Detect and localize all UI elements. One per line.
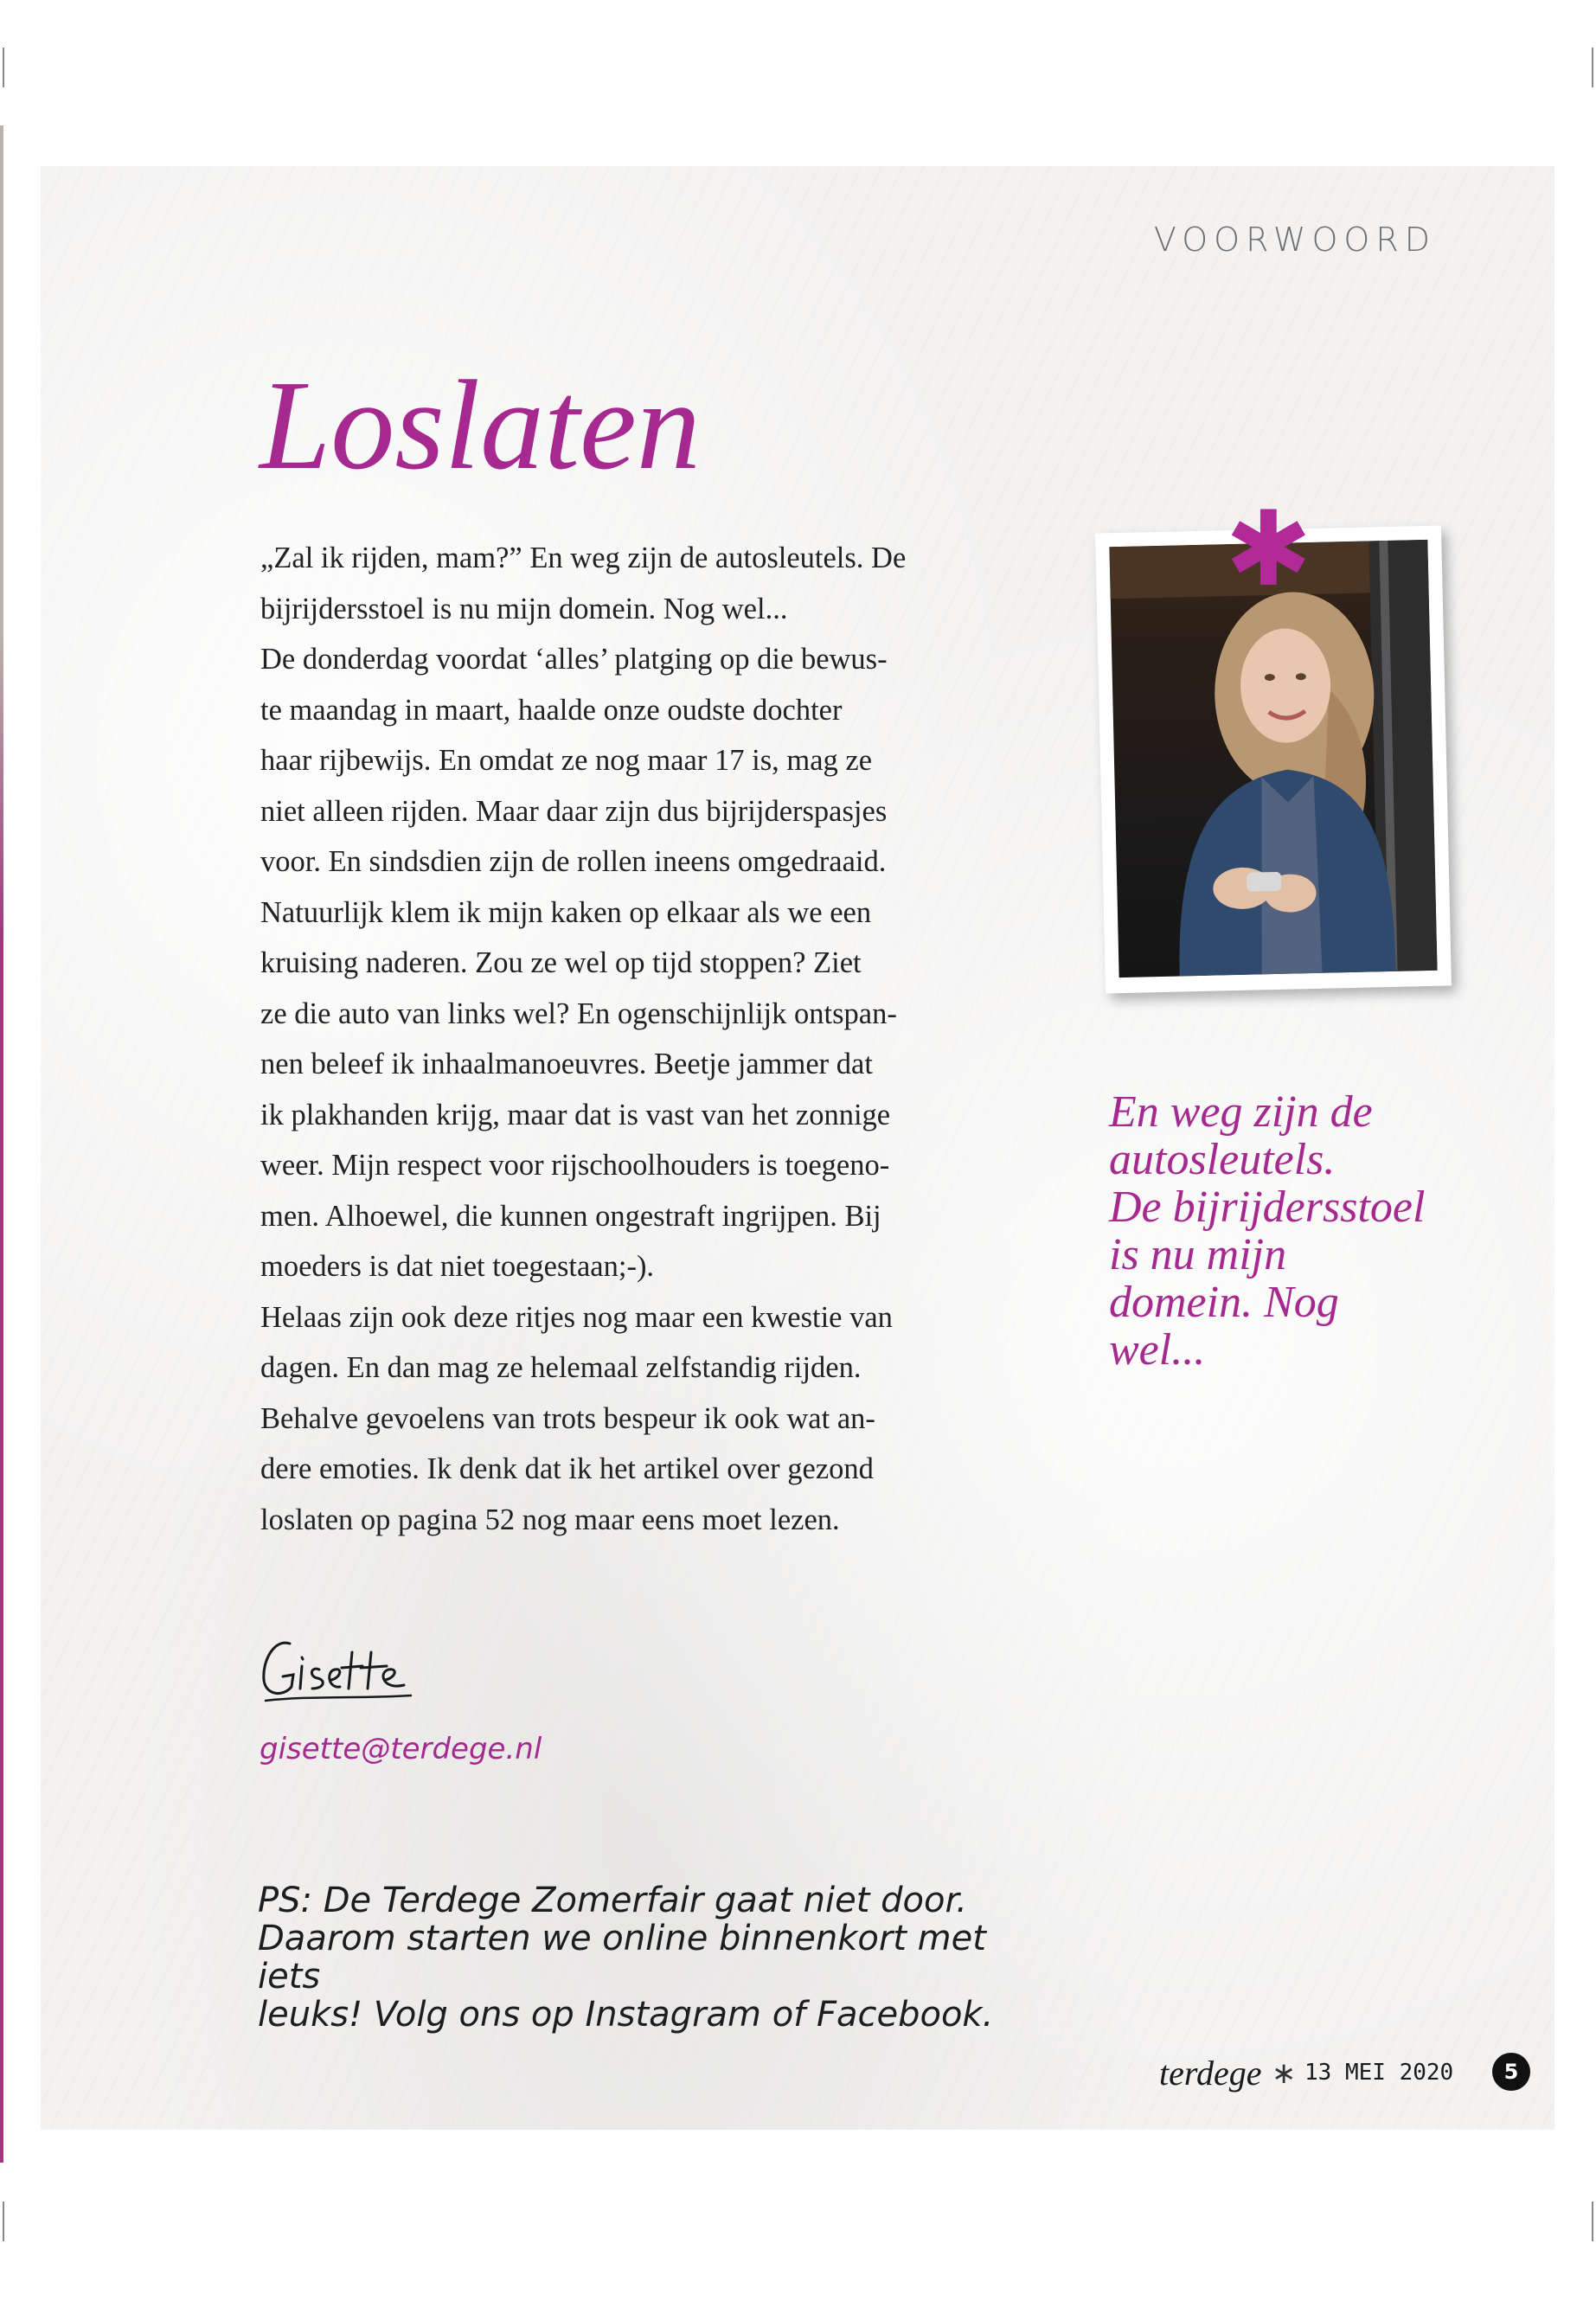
author-email: gisette@terdege.nl — [260, 1732, 542, 1766]
section-label: VOORWOORD — [1153, 221, 1436, 259]
crop-mark-bottom-left — [3, 2202, 4, 2241]
pullquote-line: En weg zijn de — [1109, 1087, 1373, 1137]
body-line: moeders is dat niet toegestaan;-). — [260, 1250, 655, 1283]
body-line: „Zal ik rijden, mam?” En weg zijn de autosleutels. De — [260, 542, 907, 574]
issue-date: 13 MEI 2020 — [1304, 2060, 1454, 2086]
body-line: Behalve gevoelens van trots bespeur ik ook wat an- — [260, 1401, 875, 1435]
asterisk-star-icon: ✱ — [1225, 490, 1312, 610]
body-line: ik plakhanden krijg, maar dat is vast van het zonnige — [260, 1098, 891, 1131]
ps-line: leuks! Volg ons op Instagram of Facebook. — [258, 1995, 994, 2035]
article-body — [260, 533, 1004, 1545]
crop-mark-bottom-right — [1592, 2202, 1593, 2241]
spread-edge-bar — [0, 125, 3, 2163]
handwritten-signature — [257, 1626, 430, 1717]
pullquote-line: De bijrijdersstoel — [1109, 1183, 1426, 1232]
body-line: Helaas zijn ook deze ritjes nog maar een kwestie van — [260, 1300, 893, 1334]
postscript — [258, 1881, 1036, 2034]
pullquote-line: domein. Nog — [1109, 1278, 1339, 1327]
body-line: men. Alhoewel, die kunnen ongestraft ingrijpen. Bij — [260, 1199, 881, 1233]
body-line: niet alleen rijden. Maar daar zijn dus bijrijderspasjes — [260, 794, 888, 828]
body-line: nen beleef ik inhaalmanoeuvres. Beetje jammer dat — [260, 1048, 873, 1080]
article-title: Loslaten — [260, 355, 701, 497]
page-footer — [1159, 2053, 1531, 2096]
body-line: haar rijbewijs. En omdat ze nog maar 17 is, mag ze — [260, 744, 873, 777]
pull-quote — [1109, 1088, 1472, 1374]
crop-mark-top-left — [3, 48, 4, 87]
body-line: weer. Mijn respect voor rijschoolhouders is toegeno- — [260, 1149, 890, 1182]
body-line: dagen. En dan mag ze helemaal zelfstandig rijden. — [260, 1351, 862, 1384]
signature-drawing — [257, 1626, 430, 1713]
ps-line: Daarom starten we online binnenkort met iets — [258, 1919, 986, 1997]
brand-name: terdege — [1159, 2054, 1262, 2093]
asterisk-separator-icon: ∗ — [1272, 2056, 1297, 2091]
body-line: Natuurlijk klem ik mijn kaken op elkaar als we een — [260, 895, 872, 929]
pullquote-line: is nu mijn — [1109, 1230, 1287, 1279]
body-line: ze die auto van links wel? En ogenschijnlijk ontspan- — [260, 997, 897, 1030]
crop-mark-top-right — [1592, 48, 1593, 87]
pullquote-line: wel... — [1109, 1325, 1206, 1375]
body-line: De donderdag voordat ‘alles’ platging op die bewus- — [260, 643, 888, 676]
body-line: loslaten op pagina 52 nog maar eens moet lezen. — [260, 1503, 840, 1536]
body-line: te maandag in maart, haalde onze oudste dochter — [260, 693, 843, 727]
ps-line: PS: De Terdege Zomerfair gaat niet door. — [258, 1881, 967, 1920]
body-line: voor. En sindsdien zijn de rollen ineens omgedraaid. — [260, 845, 887, 878]
body-line: kruising naderen. Zou ze wel op tijd stoppen? Ziet — [260, 946, 862, 979]
page-number-badge: 5 — [1492, 2053, 1530, 2091]
pullquote-line: autosleutels. — [1109, 1135, 1336, 1184]
body-line: bijrijdersstoel is nu mijn domein. Nog wel... — [260, 592, 788, 625]
body-line: dere emoties. Ik denk dat ik het artikel over gezond — [260, 1452, 874, 1485]
